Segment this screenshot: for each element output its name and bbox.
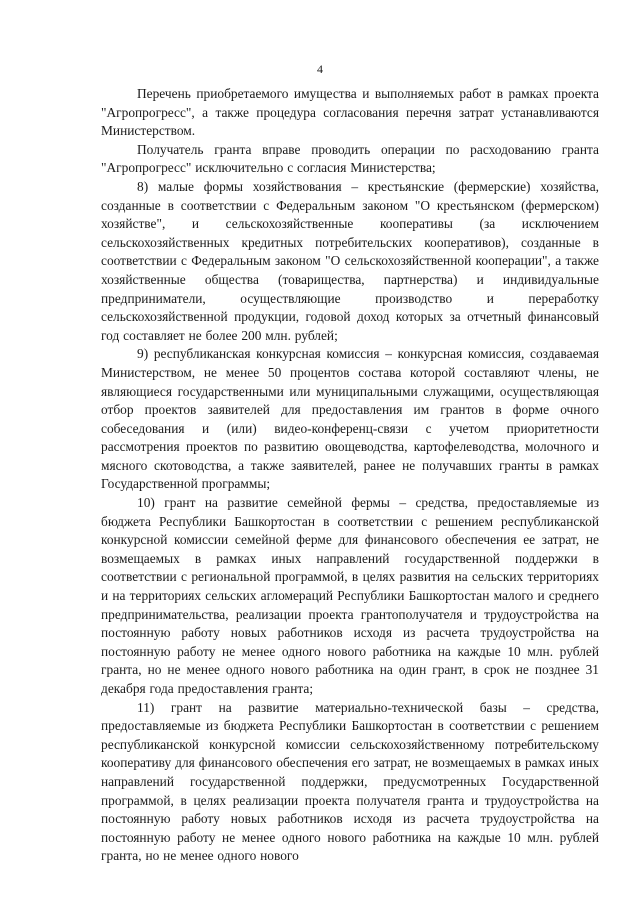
paragraph-grant-operations: Получатель гранта вправе проводить операции по расходованию гранта "Агропрогресс" исключительно с согласия Министерства; (101, 141, 599, 176)
paragraph-item-9: 9) республиканская конкурсная комиссия – конкурсная комиссия, создаваемая Министерством, не менее 50 процентов состава которой составляют члены, не являющиеся государственными или муниципальными служащими, осуществляющая отбор проектов заявителей для предоставления им грантов в форме очного собеседования и (или) видео-конференц-связи с учетом приоритетности рассмотрения проектов по развитию овощеводства, картофелеводства, молочного и мясного скотоводства, а также заявителей, ранее не получавших гранты в рамках Государственной программы; (101, 346, 599, 492)
paragraph-item-10: 10) грант на развитие семейной фермы – средства, предоставляемые из бюджета Республики Башкортостан в соответствии с решением республиканской конкурсной комиссии семейной ферме для финансового обеспечения ее затрат, не возмещаемых в рамках иных направлений государственной поддержки в соответствии с региональной программой, в целях развития на сельских территориях и на территориях сельских агломераций Республики Башкортостан малого и среднего предпринимательства, реализации проекта грантополучателя и трудоустройства на постоянную работу новых работников исходя из расчета трудоустройства на постоянную работу не менее одного нового работника на каждые 10 млн. рублей гранта, но не менее одного нового работника на один грант, в срок не позднее 31 декабря года предоставления гранта; (101, 495, 599, 696)
paragraph-property-list: Перечень приобретаемого имущества и выполняемых работ в рамках проекта "Агропрогресс", а также процедура согласования перечня затрат устанавливаются Министерством. (101, 86, 599, 139)
page-number: 4 (317, 62, 323, 76)
paragraph-item-8: 8) малые формы хозяйствования – крестьянские (фермерские) хозяйства, созданные в соответствии с Федеральным законом "О крестьянском (фермерском) хозяйстве", и сельскохозяйственные кооперативы (за исключением сельскохозяйственных кредитных потребительских кооперативов), созданные в соответствии с Федеральным законом "О сельскохозяйственной кооперации", а также хозяйственные общества (товарищества, партнерства) и индивидуальные предприниматели, осуществляющие производство и переработку сельскохозяйственной продукции, годовой доход которых за отчетный финансовый год составляет не более 200 млн. рублей; (101, 178, 599, 343)
document-body (101, 85, 599, 866)
paragraph-item-11: 11) грант на развитие материально-технической базы – средства, предоставляемые из бюджета Республики Башкортостан в соответствии с решением республиканской конкурсной комиссии сельскохозяйственному потребительскому кооперативу для финансового обеспечения его затрат, не возмещаемых в рамках иных направлений государственной поддержки, предусмотренных Государственной программой, в целях реализации проекта получателя гранта и трудоустройства на постоянную работу новых работников исходя из расчета трудоустройства на постоянную работу не менее одного нового работника на каждые 10 млн. рублей гранта, но не менее одного нового (101, 699, 599, 864)
